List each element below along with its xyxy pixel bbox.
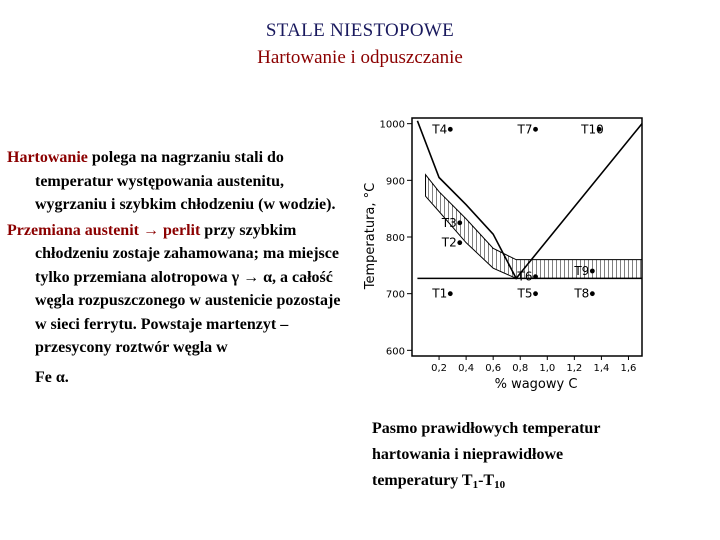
temperature-point-label: T6 — [517, 269, 533, 284]
temperature-point-t1 — [448, 291, 453, 296]
temperature-point-t8 — [590, 291, 595, 296]
caption-temp-mid: -T — [478, 472, 495, 489]
temperature-point-label: T5 — [517, 286, 533, 301]
phase-boundary-line — [417, 121, 642, 279]
y-tick-label: 900 — [385, 176, 405, 188]
x-axis-label: % wagowy C — [494, 377, 578, 392]
caption-sub-1: 1 — [472, 479, 479, 491]
temperature-point-label: T2 — [441, 235, 457, 250]
y-axis-title — [363, 183, 378, 290]
diagram-caption — [372, 416, 712, 494]
term-hartowanie: Hartowanie — [7, 149, 88, 166]
hardening-definition: polega na nagrzaniu stali do temperatur występowania austenitu, wygrzaniu i szybkim chłodzeniu (w wodzie). — [35, 149, 336, 213]
y-tick-label: 1000 — [379, 119, 405, 131]
x-tick-labels — [431, 356, 636, 374]
temperature-point-label: T10 — [581, 122, 604, 137]
temperature-point-t5 — [533, 291, 538, 296]
temperature-point-label: T1 — [432, 286, 448, 301]
temperature-point-t3 — [457, 220, 462, 225]
x-tick-label: 1,0 — [539, 363, 556, 374]
caption-line-3 — [372, 468, 712, 494]
page-title: STALE NIESTOPOWE — [265, 20, 455, 41]
paragraph-transformation — [7, 219, 347, 360]
caption-sub-10: 10 — [494, 479, 506, 491]
x-tick-label: 0,4 — [458, 363, 475, 374]
x-tick-label: 1,6 — [620, 363, 637, 374]
temperature-point-label: T7 — [517, 122, 533, 137]
x-tick-label: 0,2 — [431, 363, 448, 374]
page-subtitle: Hartowanie i odpuszczanie — [257, 47, 463, 68]
fe-alpha-text: Fe α. — [35, 368, 69, 386]
caption-line-2: hartowania i nieprawidłowe — [372, 446, 564, 463]
y-axis-label: Temperatura, °C — [363, 182, 378, 290]
x-tick-label: 0,6 — [485, 363, 502, 374]
y-tick-label: 700 — [385, 289, 405, 301]
x-tick-label: 1,2 — [566, 363, 583, 374]
explanation-text — [7, 146, 347, 389]
hardening-temperature-diagram — [352, 98, 670, 398]
caption-temp-prefix: temperatury T — [372, 472, 473, 489]
x-tick-label: 1,4 — [593, 363, 610, 374]
y-tick-label: 600 — [385, 346, 405, 358]
caption-line-1: Pasmo prawidłowych temperatur — [372, 420, 601, 437]
y-tick-labels — [380, 120, 412, 358]
temperature-point-t2 — [457, 240, 462, 245]
temperature-point-label: T3 — [441, 215, 457, 230]
temperature-point-t7 — [533, 127, 538, 132]
x-tick-label: 0,8 — [512, 363, 529, 374]
temperature-point-t6 — [533, 274, 538, 279]
transformation-description: przy szybkim chłodzeniu zostaje zahamowana; ma miejsce tylko przemiana alotropowa γ → α, a całość węgla rozpuszczonego w austenicie pozostaje w sieci ferrytu. Powstaje martenzyt – przesycony roztwór węgla w — [35, 221, 341, 356]
temperature-point-t4 — [448, 127, 453, 132]
header — [0, 20, 720, 69]
paragraph-hardening — [7, 146, 347, 217]
temperature-point-label: T9 — [574, 264, 590, 278]
hardening-temperature-band — [426, 175, 642, 279]
temperature-point-label: T4 — [432, 122, 448, 137]
temperature-point-label: T8 — [574, 286, 590, 301]
y-tick-label: 800 — [385, 233, 405, 244]
temperature-point-t9 — [590, 269, 595, 274]
term-przemiana: Przemiana austenit → perlit — [7, 221, 201, 239]
